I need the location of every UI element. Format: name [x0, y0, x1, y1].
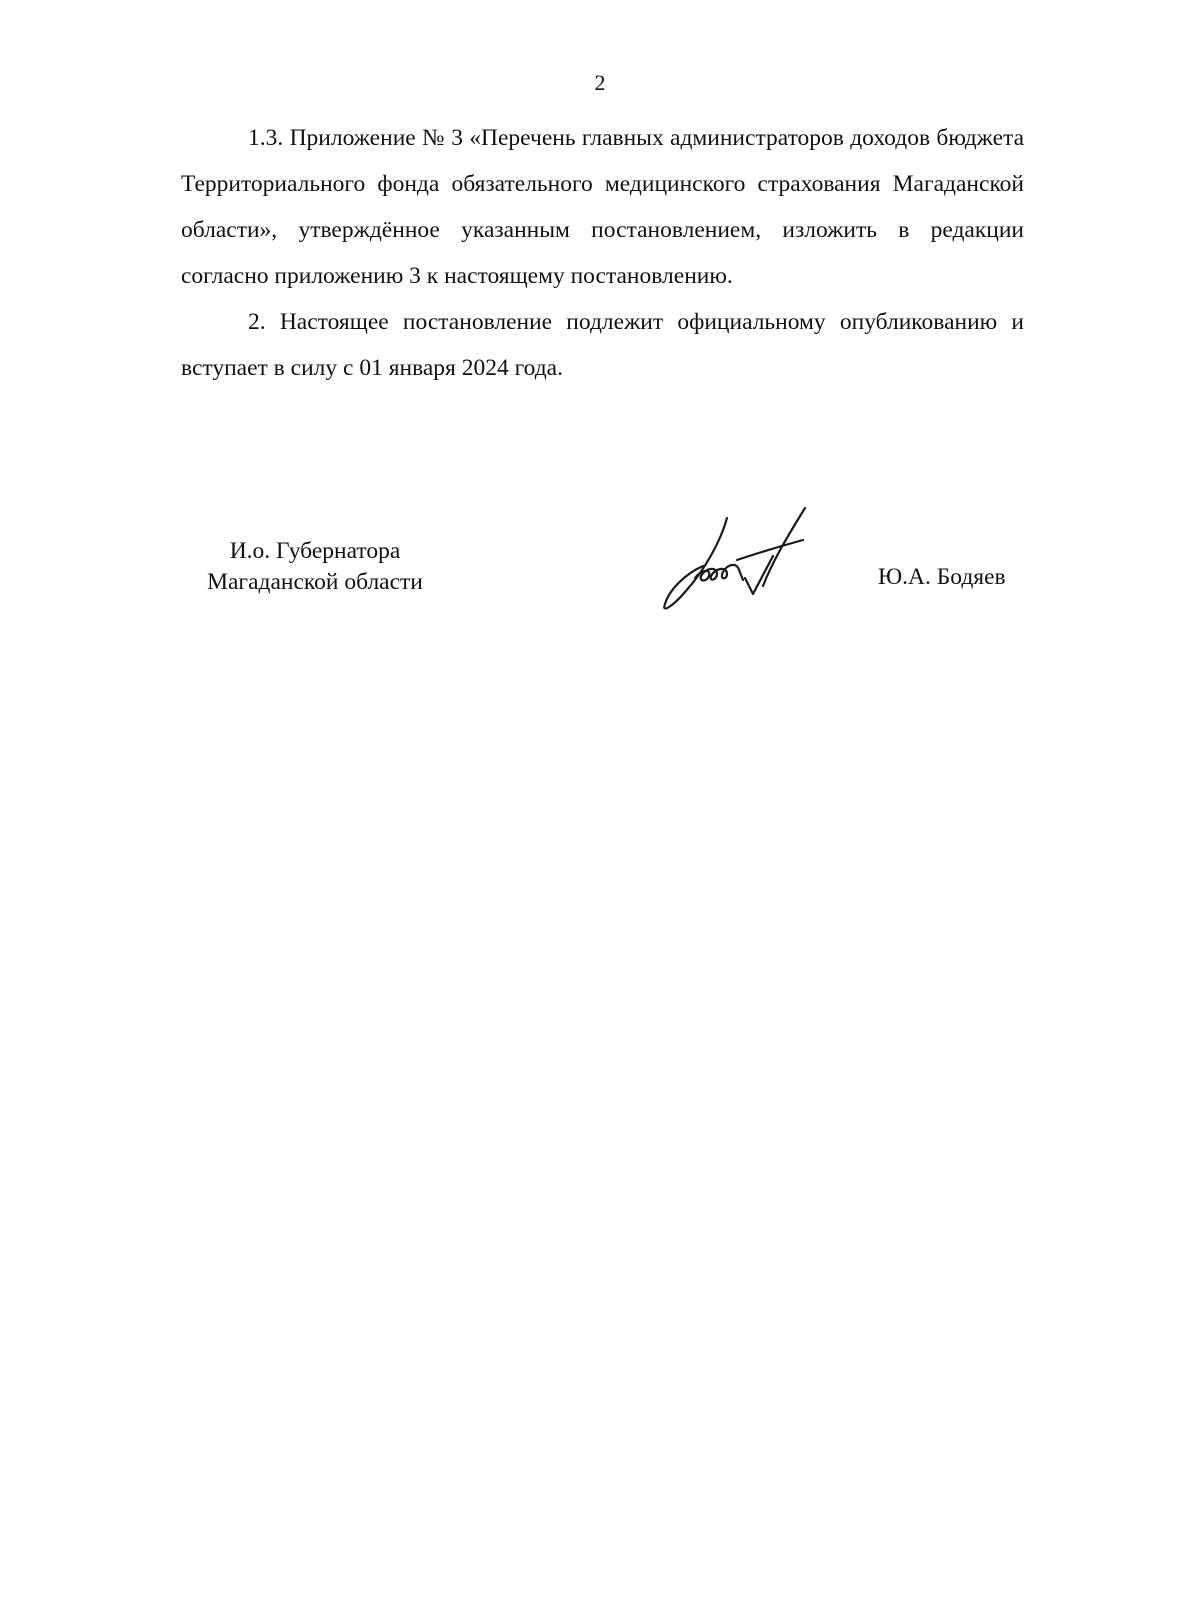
page-number: 2: [594, 70, 606, 95]
signatory-name: Ю.А. Бодяев: [878, 564, 1006, 590]
signatory-title: [190, 536, 440, 598]
document-body: [181, 115, 1024, 391]
handwritten-signature: [655, 500, 825, 620]
signatory-title-line1: И.о. Губернатора: [229, 538, 401, 564]
signatory-title-line2: Магаданской области: [207, 569, 423, 595]
paragraph-1-3: 1.3. Приложение № 3 «Перечень главных администраторов доходов бюджета Территориального фонда обязательного медицинского страхования Магаданской области», утверждённое указанным постановлением, изложить в редакции согласно приложению 3 к настоящему постановлению.: [181, 125, 1024, 289]
paragraph-2: 2. Настоящее постановление подлежит официальному опубликованию и вступает в силу с 01 января 2024 года.: [181, 309, 1024, 381]
